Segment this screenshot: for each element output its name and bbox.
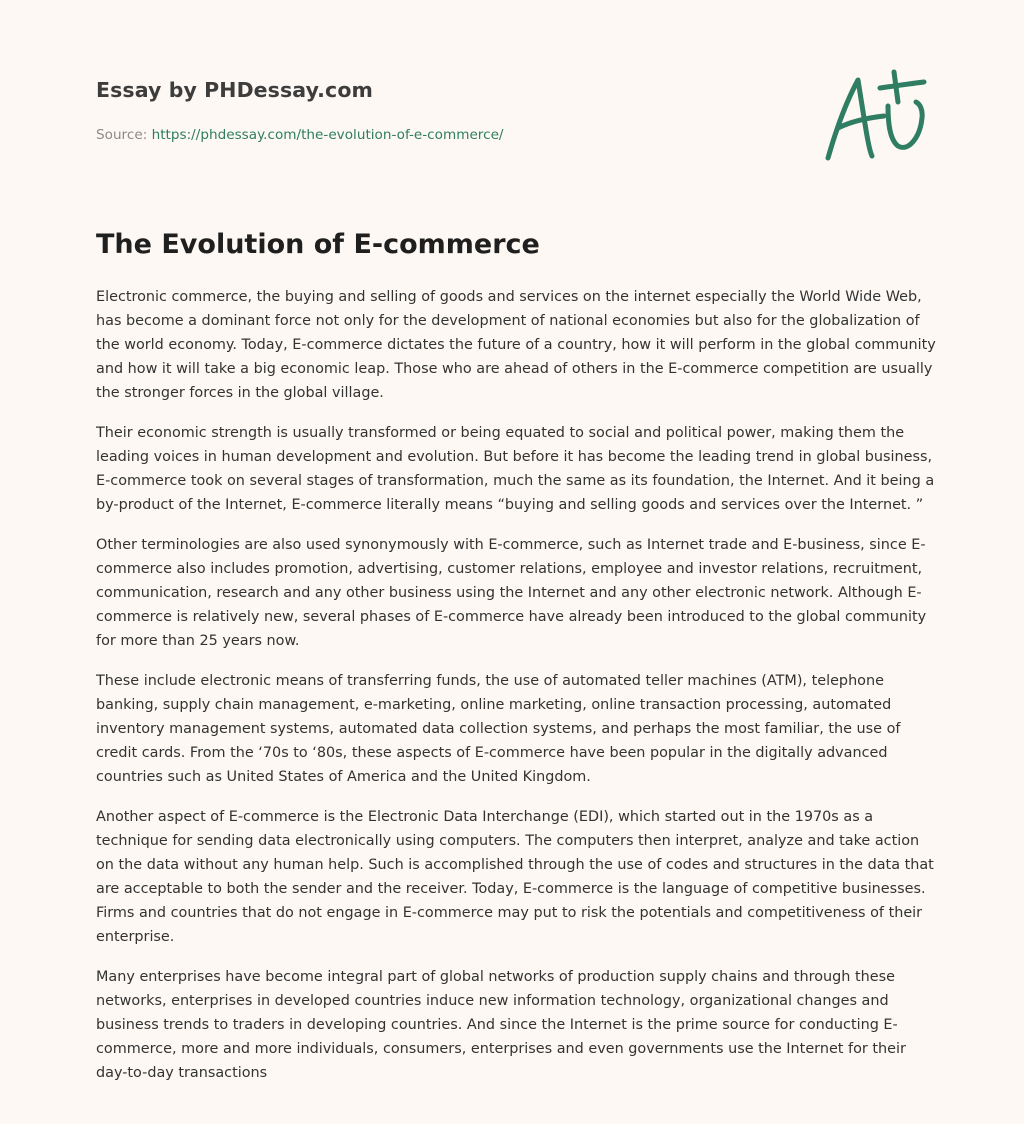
paragraph: Other terminologies are also used synonymously with E-commerce, such as Internet trade and E-business, since E-commerce also includes promotion, advertising, customer relations, employee and investor relations, recruitment, communication, research and any other business using the Internet and any other electronic network. Although E-commerce is relatively new, several phases of E-commerce have already been introduced to the global community for more than 25 years now. [96,537,927,649]
paragraph: These include electronic means of transferring funds, the use of automated teller machines (ATM), telephone banking, supply chain management, e-marketing, online marketing, online transaction processing, automated inventory management systems, automated data collection systems, and perhaps the most familiar, the use of credit cards. From the ‘70s to ‘80s, these aspects of E-commerce have been popular in the digitally advanced countries such as United States of America and the United Kingdom. [96,673,901,785]
paragraph: Electronic commerce, the buying and selling of goods and services on the internet especially the World Wide Web, has become a dominant force not only for the development of national economies but also for the globalization of the world economy. Today, E-commerce dictates the future of a country, how it will perform in the global community and how it will take a big economic leap. Those who are ahead of others in the E-commerce competition are usually the stronger forces in the global village. [96,289,936,401]
source-link[interactable]: https://phdessay.com/the-evolution-of-e-commerce/ [151,127,504,143]
essay-body [96,285,936,1101]
paragraph: Another aspect of E-commerce is the Electronic Data Interchange (EDI), which started out in the 1970s as a technique for sending data electronically using computers. The computers then interpret, analyze and take action on the data without any human help. Such is accomplished through the use of codes and structures in the data that are acceptable to both the sender and the receiver. Today, E-commerce is the language of competitive businesses. Firms and countries that do not engage in E-commerce may put to risk the potentials and competitiveness of their enterprise. [96,809,934,945]
source-label: Source: [96,127,148,143]
source-line [96,125,796,145]
paragraph: Many enterprises have become integral part of global networks of production supply chains and through these networks, enterprises in developed countries induce new information technology, organizational changes and business trends to traders in developing countries. And since the Internet is the prime source for conducting E-commerce, more and more individuals, consumers, enterprises and even governments use the Internet for their day-to-day transactions [96,969,906,1081]
site-title: Essay by PHDessay.com [96,78,373,102]
essay-title: The Evolution of E-commerce [96,229,540,260]
paragraph: Their economic strength is usually transformed or being equated to social and political power, making them the leading voices in human development and evolution. But before it has become the leading trend in global business, E-commerce took on several stages of transformation, much the same as its foundation, the Internet. And it being a by-product of the Internet, E-commerce literally means “buying and selling goods and services over the Internet. ” [96,425,935,513]
a-plus-grade-icon [822,68,932,164]
header [96,76,796,145]
